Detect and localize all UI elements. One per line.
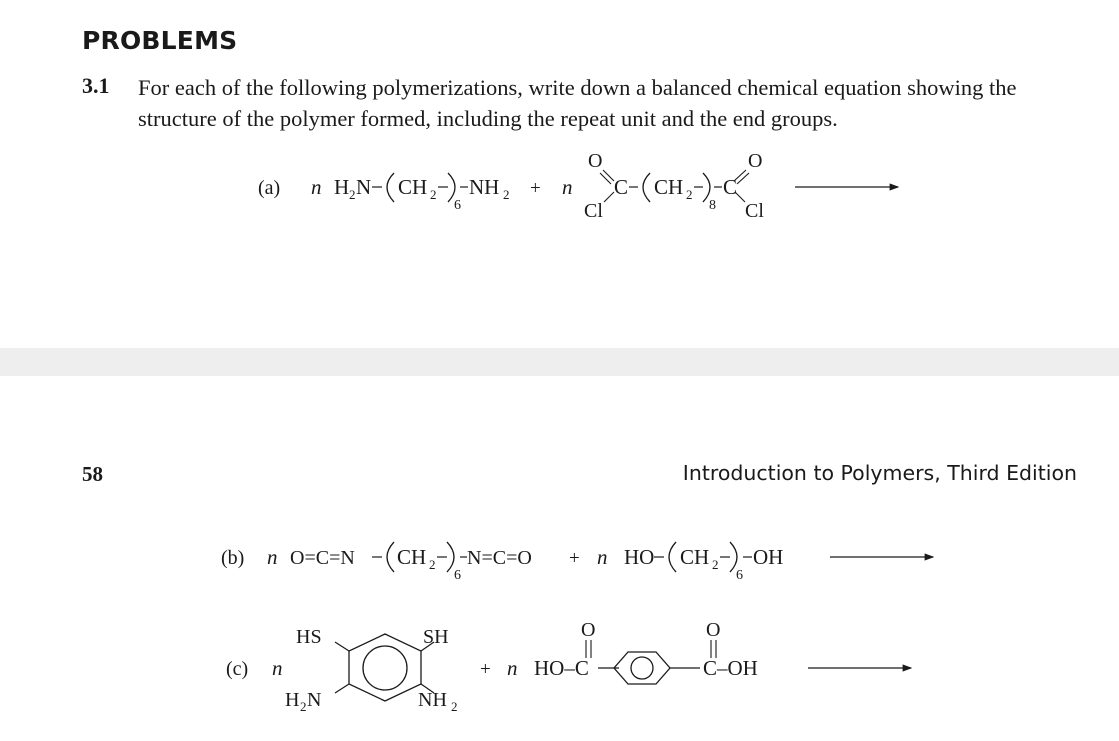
eq-c-plus: + [480,659,491,680]
equation-a [0,140,1119,250]
eq-a-o2: O [748,150,763,172]
eq-b-label: (b) [221,547,245,569]
page-gap [0,348,1119,376]
eq-a-h: H [334,175,350,199]
eq-a-h-sub: 2 [349,187,356,202]
eq-a-nh-sub: 2 [503,187,510,202]
eq-c-coef2: n [507,656,518,680]
eq-c-h2n-h: H [285,689,300,711]
eq-b-ch2: CH [680,545,710,569]
eq-a-cl1: Cl [584,200,603,222]
eq-a-n: N [356,175,372,199]
equation-c [0,612,1119,741]
eq-a-nh: NH [469,175,500,199]
eq-a-c1: C [614,175,629,199]
eq-c-o2: O [706,619,721,641]
eq-c-o1: O [581,619,596,641]
eq-a-ch2: CH [654,175,684,199]
problem-number: 3.1 [82,73,110,98]
eq-b-left-group: O=C=N [290,547,355,569]
eq-b-rep2: 6 [736,568,743,583]
eq-c-c-oh: C–OH [703,656,758,680]
eq-b-ch: CH [397,545,427,569]
eq-c-coef1: n [272,656,283,680]
eq-b-oh: OH [753,545,784,569]
eq-a-rep2: 8 [709,198,716,213]
problem-text: For each of the following polymerizations, write down a balanced chemical equation showing the structure of the polymer formed, including the repeat unit and the end groups. [138,75,1017,131]
eq-c-h2n-sub: 2 [300,699,307,714]
eq-c-label: (c) [226,658,249,680]
eq-b-ch-sub: 2 [429,557,436,572]
page-number: 58 [82,462,103,486]
eq-a-cl2: Cl [745,200,764,222]
eq-c-nh: NH [418,689,447,711]
eq-a-o1: O [588,150,603,172]
eq-b-coef1: n [267,545,278,569]
eq-c-h2n-n: N [307,689,322,711]
section-heading: PROBLEMS [82,26,238,55]
benzene-ring-2 [598,652,700,684]
eq-c-ho-c: HO–C [534,656,589,680]
eq-b-rep1: 6 [454,568,461,583]
equation-b [0,520,1119,600]
eq-a-ch-sub: 2 [430,187,437,202]
eq-a-ch2-sub: 2 [686,187,693,202]
eq-c-nh-sub: 2 [451,699,458,714]
eq-a-coef1: n [311,175,322,199]
eq-a-rep1: 6 [454,198,461,213]
eq-c-sh: SH [423,626,449,648]
eq-b-ho: HO [624,545,655,569]
eq-b-right-group: N=C=O [467,547,532,569]
eq-a-label: (a) [258,177,281,199]
eq-c-hs: HS [296,626,322,648]
eq-a-plus: + [530,178,541,199]
running-head: Introduction to Polymers, Third Edition [682,461,1077,485]
eq-b-plus: + [569,548,580,569]
eq-a-coef2: n [562,175,573,199]
eq-a-ch: CH [398,175,428,199]
eq-a-c2: C [723,175,738,199]
eq-b-coef2: n [597,545,608,569]
eq-b-ch2-sub: 2 [712,557,719,572]
